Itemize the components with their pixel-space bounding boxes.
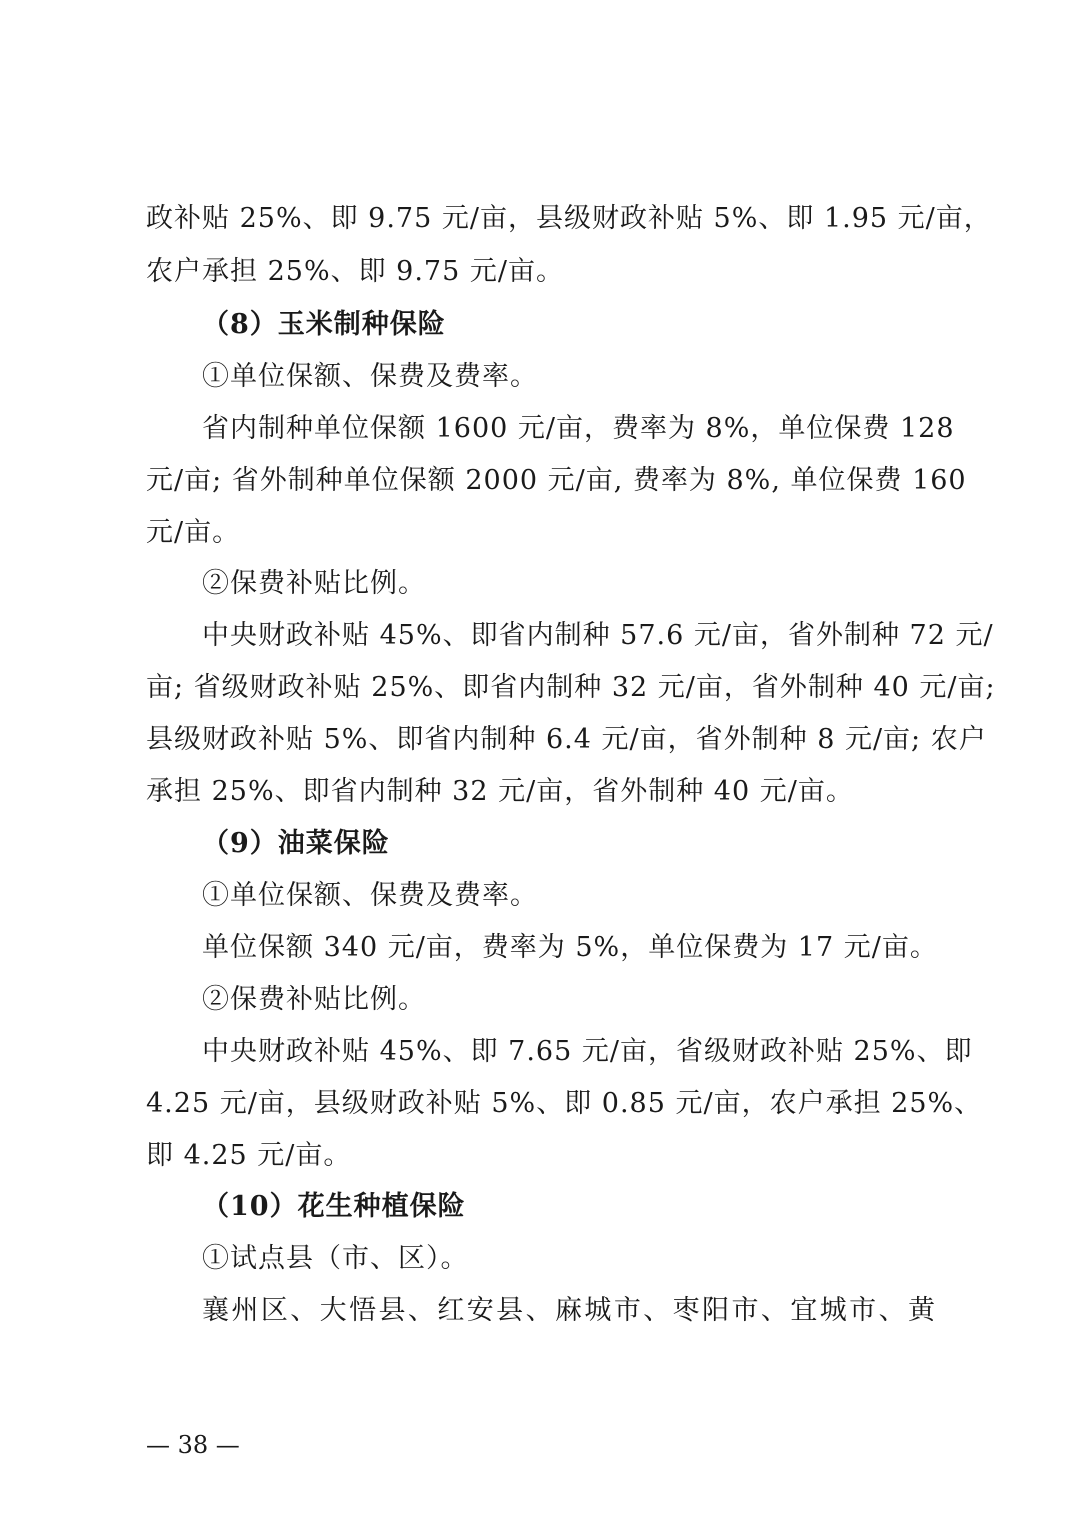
text-line: 单位保额 340 元/亩，费率为 5%，单位保费为 17 元/亩。 <box>202 932 938 963</box>
text-line: 政补贴 25%、即 9.75 元/亩，县级财政补贴 5%、即 1.95 元/亩， <box>146 203 992 234</box>
section-heading-9: （9）油菜保险 <box>202 828 390 859</box>
text-line: 中央财政补贴 45%、即省内制种 57.6 元/亩，省外制种 72 元/ <box>202 620 994 651</box>
subsection-heading: ②保费补贴比例。 <box>202 568 426 599</box>
text-line: 襄州区、大悟县、红安县、麻城市、枣阳市、宜城市、黄 <box>202 1295 936 1326</box>
section-heading-8: （8）玉米制种保险 <box>202 309 446 340</box>
text-line: 元/亩; 省外制种单位保额 2000 元/亩, 费率为 8%, 单位保费 160 <box>146 465 967 496</box>
text-line: 承担 25%、即省内制种 32 元/亩，省外制种 40 元/亩。 <box>146 776 854 807</box>
subsection-heading: ②保费补贴比例。 <box>202 984 426 1015</box>
text-line: 4.25 元/亩，县级财政补贴 5%、即 0.85 元/亩，农户承担 25%、 <box>146 1088 983 1119</box>
text-line: 农户承担 25%、即 9.75 元/亩。 <box>146 256 564 287</box>
page-number: — 38 — <box>146 1431 240 1459</box>
section-heading-10: （10）花生种植保险 <box>202 1191 466 1222</box>
subsection-heading: ①试点县（市、区）。 <box>202 1243 469 1274</box>
text-line: 亩; 省级财政补贴 25%、即省内制种 32 元/亩，省外制种 40 元/亩; <box>146 672 996 703</box>
text-line: 县级财政补贴 5%、即省内制种 6.4 元/亩，省外制种 8 元/亩; 农户 <box>146 724 987 755</box>
subsection-heading: ①单位保额、保费及费率。 <box>202 880 538 911</box>
text-line: 省内制种单位保额 1600 元/亩，费率为 8%，单位保费 128 <box>202 413 955 444</box>
subsection-heading: ①单位保额、保费及费率。 <box>202 361 538 392</box>
text-line: 中央财政补贴 45%、即 7.65 元/亩，省级财政补贴 25%、即 <box>202 1036 973 1067</box>
text-line: 元/亩。 <box>146 517 241 548</box>
text-line: 即 4.25 元/亩。 <box>146 1140 352 1171</box>
